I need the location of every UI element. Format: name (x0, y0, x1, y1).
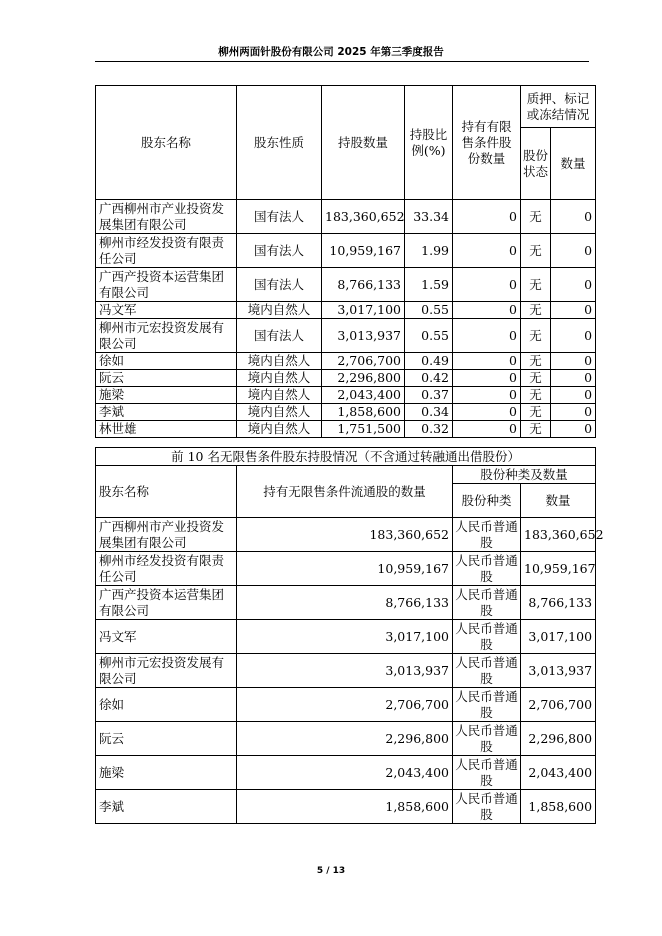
share-type-qty: 1,858,600 (521, 790, 596, 824)
share-type: 人民币普通股 (453, 688, 521, 722)
col-header-pledge-group: 质押、标记或冻结情况 (521, 86, 596, 128)
shareholder-name: 施梁 (96, 387, 237, 404)
share-ratio: 0.55 (405, 319, 453, 353)
shareholder-name: 柳州市元宏投资发展有限公司 (96, 319, 237, 353)
shareholder-name: 施梁 (96, 756, 237, 790)
pledge-status: 无 (521, 302, 551, 319)
unrestricted-section-title: 前 10 名无限售条件股东持股情况（不含通过转融通出借股份） (96, 448, 596, 466)
pledge-qty: 0 (551, 387, 596, 404)
pledge-status: 无 (521, 268, 551, 302)
restricted-shares: 0 (453, 302, 521, 319)
unrestricted-share-count: 183,360,652 (237, 518, 453, 552)
shareholder-name: 冯文军 (96, 620, 237, 654)
share-ratio: 0.55 (405, 302, 453, 319)
table-row (96, 353, 596, 370)
shareholder-nature: 国有法人 (237, 268, 322, 302)
shareholder-nature: 国有法人 (237, 234, 322, 268)
table-row (96, 518, 596, 552)
unrestricted-share-count: 10,959,167 (237, 552, 453, 586)
pledge-qty: 0 (551, 421, 596, 438)
col-header-ratio: 持股比例(%) (405, 86, 453, 200)
share-type-qty: 8,766,133 (521, 586, 596, 620)
restricted-shares: 0 (453, 353, 521, 370)
unrestricted-share-count: 3,017,100 (237, 620, 453, 654)
unrestricted-share-count: 8,766,133 (237, 586, 453, 620)
shareholder-name: 柳州市经发投资有限责任公司 (96, 234, 237, 268)
restricted-shares: 0 (453, 234, 521, 268)
shareholder-nature: 境内自然人 (237, 370, 322, 387)
share-type-qty: 2,706,700 (521, 688, 596, 722)
share-count: 1,858,600 (322, 404, 405, 421)
shareholder-nature: 境内自然人 (237, 302, 322, 319)
pledge-status: 无 (521, 319, 551, 353)
share-count: 8,766,133 (322, 268, 405, 302)
shareholder-name: 林世雄 (96, 421, 237, 438)
restricted-shares: 0 (453, 421, 521, 438)
table-row (96, 722, 596, 756)
shareholder-name: 广西柳州市产业投资发展集团有限公司 (96, 518, 237, 552)
shareholder-nature: 境内自然人 (237, 404, 322, 421)
shareholder-nature: 境内自然人 (237, 387, 322, 404)
pledge-status: 无 (521, 404, 551, 421)
pledge-status: 无 (521, 234, 551, 268)
pledge-qty: 0 (551, 319, 596, 353)
restricted-shares: 0 (453, 404, 521, 421)
share-ratio: 1.59 (405, 268, 453, 302)
share-ratio: 0.32 (405, 421, 453, 438)
share-count: 2,706,700 (322, 353, 405, 370)
pledge-status: 无 (521, 200, 551, 234)
col-header-pledge-status: 股份状态 (521, 128, 551, 200)
pledge-qty: 0 (551, 302, 596, 319)
share-ratio: 0.42 (405, 370, 453, 387)
share-type-qty: 2,296,800 (521, 722, 596, 756)
share-ratio: 0.34 (405, 404, 453, 421)
share-count: 3,017,100 (322, 302, 405, 319)
share-count: 2,043,400 (322, 387, 405, 404)
shareholder-name: 冯文军 (96, 302, 237, 319)
shareholder-name: 徐如 (96, 353, 237, 370)
col-header-name: 股东名称 (96, 466, 237, 518)
unrestricted-share-count: 2,706,700 (237, 688, 453, 722)
pledge-qty: 0 (551, 353, 596, 370)
shareholder-nature: 国有法人 (237, 200, 322, 234)
table-row (96, 688, 596, 722)
col-header-shares: 持股数量 (322, 86, 405, 200)
share-type-qty: 3,013,937 (521, 654, 596, 688)
pledge-qty: 0 (551, 370, 596, 387)
shareholder-name: 李斌 (96, 404, 237, 421)
col-header-type-group: 股份种类及数量 (453, 466, 596, 484)
shareholder-name: 柳州市元宏投资发展有限公司 (96, 654, 237, 688)
shareholder-name: 阮云 (96, 722, 237, 756)
share-type-qty: 2,043,400 (521, 756, 596, 790)
shareholder-name: 阮云 (96, 370, 237, 387)
shareholder-nature: 国有法人 (237, 319, 322, 353)
share-type-qty: 183,360,652 (521, 518, 596, 552)
share-type: 人民币普通股 (453, 790, 521, 824)
share-ratio: 1.99 (405, 234, 453, 268)
table-row (96, 234, 596, 268)
shareholder-name: 广西产投资本运营集团有限公司 (96, 268, 237, 302)
table-row (96, 756, 596, 790)
share-type: 人民币普通股 (453, 620, 521, 654)
col-header-type: 股份种类 (453, 484, 521, 518)
table-row (96, 268, 596, 302)
pledge-qty: 0 (551, 200, 596, 234)
table-row (96, 586, 596, 620)
unrestricted-share-count: 3,013,937 (237, 654, 453, 688)
share-ratio: 0.37 (405, 387, 453, 404)
table-row (96, 319, 596, 353)
header-rule (95, 61, 589, 62)
share-count: 3,013,937 (322, 319, 405, 353)
top10-shareholders-table (95, 85, 596, 438)
shareholder-name: 广西产投资本运营集团有限公司 (96, 586, 237, 620)
share-type: 人民币普通股 (453, 722, 521, 756)
share-count: 10,959,167 (322, 234, 405, 268)
table-row (96, 790, 596, 824)
share-ratio: 33.34 (405, 200, 453, 234)
pledge-qty: 0 (551, 234, 596, 268)
pledge-status: 无 (521, 421, 551, 438)
share-type-qty: 10,959,167 (521, 552, 596, 586)
share-type: 人民币普通股 (453, 756, 521, 790)
unrestricted-share-count: 2,043,400 (237, 756, 453, 790)
col-header-unrestricted-shares: 持有无限售条件流通股的数量 (237, 466, 453, 518)
table-row (96, 370, 596, 387)
table-row (96, 421, 596, 438)
restricted-shares: 0 (453, 200, 521, 234)
share-count: 183,360,652 (322, 200, 405, 234)
share-type: 人民币普通股 (453, 518, 521, 552)
share-count: 1,751,500 (322, 421, 405, 438)
col-header-nature: 股东性质 (237, 86, 322, 200)
shareholder-name: 广西柳州市产业投资发展集团有限公司 (96, 200, 237, 234)
col-header-pledge-qty: 数量 (551, 128, 596, 200)
shareholder-name: 徐如 (96, 688, 237, 722)
col-header-qty: 数量 (521, 484, 596, 518)
table-row (96, 404, 596, 421)
share-type: 人民币普通股 (453, 654, 521, 688)
table-row (96, 302, 596, 319)
share-type: 人民币普通股 (453, 586, 521, 620)
share-ratio: 0.49 (405, 353, 453, 370)
restricted-shares: 0 (453, 387, 521, 404)
col-header-name: 股东名称 (96, 86, 237, 200)
unrestricted-share-count: 2,296,800 (237, 722, 453, 756)
col-header-restricted: 持有有限售条件股份数量 (453, 86, 521, 200)
pledge-status: 无 (521, 370, 551, 387)
shareholder-name: 李斌 (96, 790, 237, 824)
restricted-shares: 0 (453, 268, 521, 302)
shareholder-name: 柳州市经发投资有限责任公司 (96, 552, 237, 586)
pledge-qty: 0 (551, 268, 596, 302)
share-type: 人民币普通股 (453, 552, 521, 586)
unrestricted-shareholders-table (95, 447, 604, 824)
report-header: 柳州两面针股份有限公司 2025 年第三季度报告 (218, 46, 444, 58)
pledge-qty: 0 (551, 404, 596, 421)
table-row (96, 620, 596, 654)
share-count: 2,296,800 (322, 370, 405, 387)
pledge-status: 无 (521, 387, 551, 404)
table-row (96, 200, 596, 234)
shareholder-nature: 境内自然人 (237, 421, 322, 438)
unrestricted-share-count: 1,858,600 (237, 790, 453, 824)
restricted-shares: 0 (453, 370, 521, 387)
restricted-shares: 0 (453, 319, 521, 353)
table-row (96, 654, 596, 688)
pledge-status: 无 (521, 353, 551, 370)
table-row (96, 552, 596, 586)
table-row (96, 387, 596, 404)
share-type-qty: 3,017,100 (521, 620, 596, 654)
shareholder-nature: 境内自然人 (237, 353, 322, 370)
page-number: 5 / 13 (316, 866, 346, 876)
